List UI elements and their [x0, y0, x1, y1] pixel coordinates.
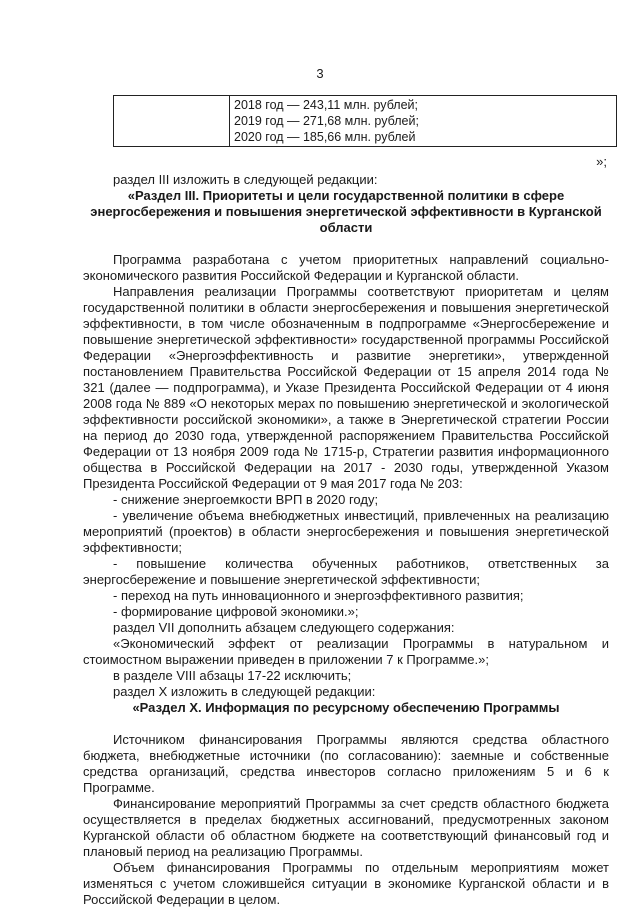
paragraph-funding-regional: Финансирование мероприятий Программы за счет средств областного бюджета осуществляется в пределах бюджетных ассигнований, предусмотренных законом Курганской области об областном бюджете на соответствующий финансовый год и плановый период на реализацию Программы.: [83, 796, 609, 859]
paragraph-economic-effect: «Экономический эффект от реализации Программы в натуральном и стоимостном выражении приведен в приложении 7 к Программе.»;: [83, 636, 609, 667]
document-body: [83, 172, 609, 908]
budget-line-2019: 2019 год — 271,68 млн. рублей;: [234, 114, 419, 128]
bullet-innovation: - переход на путь инновационного и энергоэффективного развития;: [113, 588, 524, 603]
paragraph-funding-sources: Источником финансирования Программы являются средства областного бюджета, внебюджетные источники (по согласованию): заемные и собственные средства организаций, средства инвесторов согласно приложениям 5 и 6 к Программе.: [83, 732, 609, 795]
bullet-investments: - увеличение объема внебюджетных инвестиций, привлеченных на реализацию мероприятий (проектов) в области энергосбережения и повышения энергетической эффективности;: [83, 508, 609, 555]
paragraph-section3-intro: раздел III изложить в следующей редакции:: [113, 172, 378, 187]
paragraph-section8: в разделе VIII абзацы 17-22 исключить;: [113, 668, 352, 683]
section3-heading: «Раздел III. Приоритеты и цели государственной политики в сфере энергосбережения и повышения энергетической эффективности в Курганской области: [90, 188, 602, 235]
quote-close: »;: [596, 154, 607, 169]
bullet-trained-workers: - повышение количества обученных работников, ответственных за энергосбережение и повышение энергетической эффективности;: [83, 556, 609, 587]
bullet-energy-intensity: - снижение энергоемкости ВРП в 2020 году;: [113, 492, 379, 507]
paragraph-section7: раздел VII дополнить абзацем следующего содержания:: [113, 620, 455, 635]
section10-heading: «Раздел X. Информация по ресурсному обеспечению Программы: [132, 700, 560, 715]
table-cell-empty: [114, 96, 230, 147]
table-row: [114, 96, 617, 147]
paragraph-directions: Направления реализации Программы соответствуют приоритетам и целям государственной политики в области энергосбережения и повышения энергетической эффективности, в том числе обозначенным в подпрограмме «Энергосбережение и повышение энергетической эффективности» государственной программы Российской Федерации «Энергоэффективность и развитие энергетики», утвержденной постановлением Правительства Российской Федерации от 15 апреля 2014 года № 321 (далее — подпрограмма), и Указе Президента Российской Федерации от 4 июня 2008 года № 889 «О некоторых мерах по повышению энергетической и экологической эффективности российской экономики», а также в Энергетической стратегии России на период до 2030 года, утвержденной распоряжением Правительства Российской Федерации от 13 ноября 2009 года № 1715-р, Стратегии развития информационного общества в Российской Федерации на 2017 - 2030 годы, утвержденной Указом Президента Российской Федерации от 9 мая 2017 года № 203:: [83, 284, 609, 491]
paragraph-section10-intro: раздел X изложить в следующей редакции:: [113, 684, 376, 699]
budget-line-2020: 2020 год — 185,66 млн. рублей: [234, 130, 416, 144]
paragraph-funding-volume: Объем финансирования Программы по отдельным мероприятиям может изменяться с учетом сложившейся ситуации в экономике Курганской области и в Российской Федерации в целом.: [83, 860, 609, 907]
budget-table: [113, 95, 617, 147]
table-cell-budget: [230, 96, 617, 147]
bullet-digital-economy: - формирование цифровой экономики.»;: [113, 604, 359, 619]
paragraph-program-basis: Программа разработана с учетом приоритетных направлений социально-экономического развития Российской Федерации и Курганской области.: [83, 252, 609, 283]
budget-line-2018: 2018 год — 243,11 млн. рублей;: [234, 98, 418, 112]
page-number: 3: [316, 66, 324, 81]
